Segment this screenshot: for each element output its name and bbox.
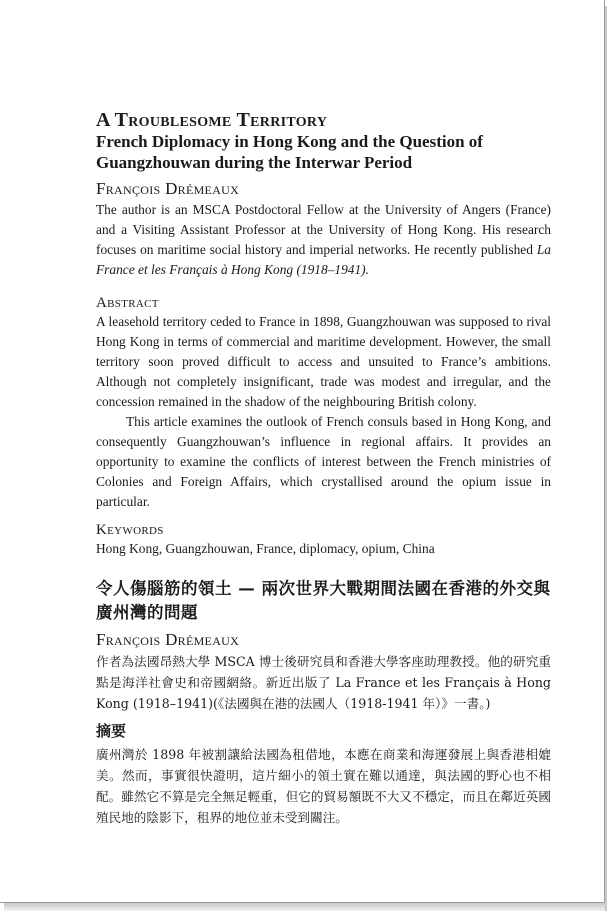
- chinese-title: 令人傷腦筋的領土 — 兩次世界大戰期間法國在香港的外交與廣州灣的問題: [96, 579, 551, 622]
- article-title: A Troublesome Territory: [96, 109, 328, 131]
- keywords-heading: Keywords: [96, 522, 164, 538]
- chinese-abstract: 廣州灣於 1898 年被割讓給法國為租借地，本應在商業和海運發展上與香港相媲美。然而，事實很快證明，這片細小的領土實在難以通達，與法國的野心也不相配。雖然它不算是完全無足輕重，但它的貿易額既不大又不穩定，而且在鄰近英國殖民地的陰影下，租界的地位並未受到關注。: [96, 747, 551, 825]
- author-bio-text: The author is an MSCA Postdoctoral Fellow at the University of Angers (France) and a Visiting Assistant Professor at the University of Hong Kong. His research focuses on maritime social history and imperial networks. He recently published: [96, 202, 551, 257]
- keywords-list: Hong Kong, Guangzhouwan, France, diplomacy, opium, China: [96, 541, 435, 556]
- book-title: La France et les Français à Hong Kong (1918–1941).: [96, 242, 551, 277]
- chinese-author-name: François Drémeaux: [96, 630, 240, 649]
- author-bio: [96, 200, 551, 280]
- article-content: [96, 109, 551, 828]
- abstract-heading: Abstract: [96, 295, 159, 311]
- chinese-author-bio: 作者為法國昂熱大學 MSCA 博士後研究員和香港大學客座助理教授。他的研究重點是海洋社會史和帝國網絡。新近出版了 La France et les Français à Hong Kong (1918–1941)(《法國與在港的法國人（1918-1941 年）》一書。): [96, 654, 551, 711]
- author-name: François Drémeaux: [96, 179, 240, 198]
- article-subtitle: French Diplomacy in Hong Kong and the Question of Guangzhouwan during the Interwar Period: [96, 132, 483, 172]
- abstract-paragraph-2: This article examines the outlook of French consuls based in Hong Kong, and consequently Guangzhouwan’s influence in regional affairs. It provides an opportunity to examine the conflicts of interest between the French ministries of Colonies and Foreign Affairs, which crystallised around the opium issue in particular.: [96, 414, 551, 509]
- abstract-paragraph-1: A leasehold territory ceded to France in 1898, Guangzhouwan was supposed to rival Hong Kong in terms of commercial and maritime development. However, the small territory soon proved difficult to access and unsuited to France’s ambitions. Although not completely insignificant, trade was modest and irregular, and the concession remained in the shadow of the neighbouring British colony.: [96, 314, 551, 409]
- chinese-abstract-heading: 摘要: [96, 722, 127, 740]
- page-shadow: [4, 903, 607, 911]
